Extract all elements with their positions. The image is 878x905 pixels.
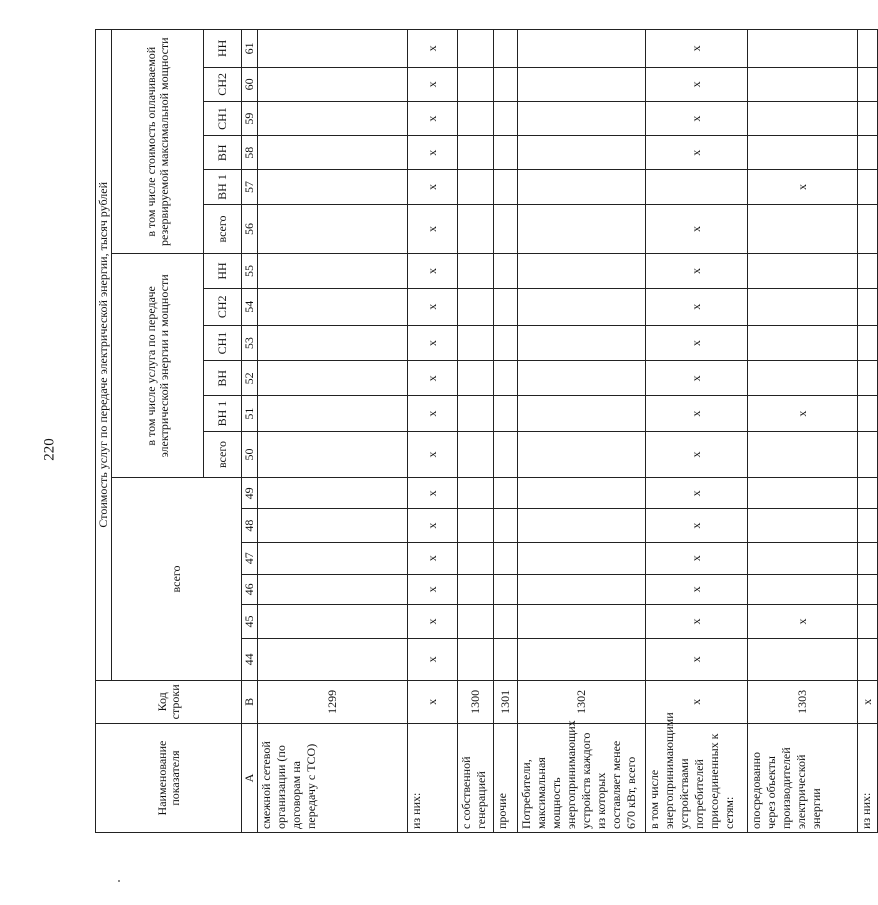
- value-cell: [518, 639, 646, 680]
- value-cell: [458, 574, 494, 604]
- table-row: [258, 30, 408, 833]
- column-number: 61: [242, 30, 258, 68]
- value-cell: [748, 431, 858, 478]
- value-cell: [518, 136, 646, 170]
- subheader-cell: НН: [204, 30, 242, 68]
- subheader-cell: СН1: [204, 325, 242, 360]
- row-name: с собственной генерацией: [458, 724, 494, 833]
- value-cell: [858, 478, 878, 509]
- value-cell: x: [646, 509, 748, 542]
- value-cell: x: [646, 431, 748, 478]
- value-cell: [518, 361, 646, 396]
- row-name: из них:: [408, 724, 458, 833]
- value-cell: x: [408, 101, 458, 135]
- row-code: 1300: [458, 680, 494, 724]
- value-cell: [258, 604, 408, 638]
- value-cell: x: [646, 30, 748, 68]
- value-cell: [258, 254, 408, 288]
- header-main-group: Стоимость услуг по передаче электрической энергии, тысяч рублей: [96, 30, 112, 681]
- value-cell: [518, 604, 646, 638]
- value-cell: [518, 254, 646, 288]
- row-name: Потребители, максимальная мощность энергопринимающих устройств каждого из которых составляет менее 670 кВт, всего: [518, 724, 646, 833]
- subheader-cell: ВН: [204, 361, 242, 396]
- value-cell: [748, 136, 858, 170]
- value-cell: [518, 574, 646, 604]
- value-cell: x: [408, 542, 458, 574]
- value-cell: [748, 288, 858, 325]
- value-cell: [748, 478, 858, 509]
- column-number: 45: [242, 604, 258, 638]
- value-cell: x: [748, 604, 858, 638]
- value-cell: [858, 361, 878, 396]
- value-cell: x: [408, 639, 458, 680]
- header-code: Код строки: [96, 680, 242, 724]
- value-cell: [518, 288, 646, 325]
- value-cell: [458, 170, 494, 204]
- value-cell: x: [408, 254, 458, 288]
- value-cell: [458, 478, 494, 509]
- table-row: [494, 30, 518, 833]
- subheader-cell: ВН 1: [204, 170, 242, 204]
- value-cell: [458, 136, 494, 170]
- value-cell: x: [646, 639, 748, 680]
- value-cell: [258, 542, 408, 574]
- value-cell: x: [408, 204, 458, 254]
- subheader-cell: СН2: [204, 67, 242, 101]
- subheader-cell: всего: [204, 431, 242, 478]
- value-cell: x: [646, 288, 748, 325]
- value-cell: [748, 509, 858, 542]
- value-cell: x: [748, 170, 858, 204]
- value-cell: [748, 325, 858, 360]
- value-cell: [748, 542, 858, 574]
- value-cell: [458, 542, 494, 574]
- column-number: 47: [242, 542, 258, 574]
- value-cell: [494, 30, 518, 68]
- value-cell: [858, 30, 878, 68]
- value-cell: [494, 604, 518, 638]
- value-cell: [858, 254, 878, 288]
- value-cell: x: [408, 509, 458, 542]
- row-code: 1301: [494, 680, 518, 724]
- header-group-energy: в том числе услуга по передаче электрической энергии и мощности: [112, 254, 204, 478]
- row-name: смежной сетевой организации (по договорам на передачу с ТСО): [258, 724, 408, 833]
- value-cell: x: [408, 170, 458, 204]
- value-cell: [518, 478, 646, 509]
- value-cell: [458, 361, 494, 396]
- letter-a: А: [242, 724, 258, 833]
- value-cell: [258, 136, 408, 170]
- value-cell: x: [408, 67, 458, 101]
- value-cell: [494, 478, 518, 509]
- row-code: 1302: [518, 680, 646, 724]
- value-cell: [748, 361, 858, 396]
- value-cell: [494, 639, 518, 680]
- value-cell: x: [408, 574, 458, 604]
- value-cell: x: [646, 254, 748, 288]
- row-name: прочие: [494, 724, 518, 833]
- value-cell: x: [646, 325, 748, 360]
- column-number: 46: [242, 574, 258, 604]
- column-number: 54: [242, 288, 258, 325]
- column-number: 48: [242, 509, 258, 542]
- value-cell: [494, 431, 518, 478]
- value-cell: [748, 254, 858, 288]
- value-cell: [458, 509, 494, 542]
- value-cell: [494, 361, 518, 396]
- table-row: [408, 30, 458, 833]
- value-cell: [258, 361, 408, 396]
- column-number: 44: [242, 639, 258, 680]
- row-code: x: [858, 680, 878, 724]
- value-cell: [748, 30, 858, 68]
- value-cell: x: [408, 431, 458, 478]
- value-cell: [494, 509, 518, 542]
- value-cell: [518, 325, 646, 360]
- value-cell: x: [646, 67, 748, 101]
- row-code: x: [646, 680, 748, 724]
- table-row: [748, 30, 858, 833]
- value-cell: [858, 170, 878, 204]
- scan-speck: [118, 880, 120, 882]
- value-cell: x: [646, 396, 748, 431]
- column-number: 55: [242, 254, 258, 288]
- value-cell: [494, 67, 518, 101]
- header-group-total: всего: [112, 478, 242, 680]
- row-name: опосредованно через объекты производителей электрической энергии: [748, 724, 858, 833]
- header-name: Наименование показателя: [96, 724, 242, 833]
- value-cell: [858, 604, 878, 638]
- value-cell: [518, 30, 646, 68]
- value-cell: x: [408, 396, 458, 431]
- value-cell: x: [646, 604, 748, 638]
- value-cell: [258, 509, 408, 542]
- value-cell: x: [408, 604, 458, 638]
- value-cell: [258, 396, 408, 431]
- value-cell: [458, 30, 494, 68]
- value-cell: x: [646, 101, 748, 135]
- value-cell: [518, 67, 646, 101]
- value-cell: [458, 204, 494, 254]
- value-cell: [458, 101, 494, 135]
- value-cell: [858, 639, 878, 680]
- column-number: 58: [242, 136, 258, 170]
- value-cell: x: [748, 396, 858, 431]
- value-cell: [858, 325, 878, 360]
- table-row: [646, 30, 748, 833]
- value-cell: [518, 542, 646, 574]
- value-cell: [858, 67, 878, 101]
- column-number: 57: [242, 170, 258, 204]
- value-cell: [748, 204, 858, 254]
- value-cell: [458, 288, 494, 325]
- page-number: 220: [41, 438, 58, 461]
- table-row: [458, 30, 494, 833]
- value-cell: [858, 136, 878, 170]
- value-cell: [258, 288, 408, 325]
- header-group-reserved: в том числе стоимость оплачиваемой резервируемой максимальной мощности: [112, 30, 204, 254]
- row-name: в том числе энергопринимающими устройствами потребителей присоединенных к сетям:: [646, 724, 748, 833]
- value-cell: [858, 204, 878, 254]
- value-cell: [494, 574, 518, 604]
- data-table: [95, 29, 878, 833]
- subheader-cell: ВН 1: [204, 396, 242, 431]
- value-cell: [518, 509, 646, 542]
- subheader-cell: НН: [204, 254, 242, 288]
- value-cell: [494, 396, 518, 431]
- value-cell: x: [646, 542, 748, 574]
- value-cell: x: [646, 478, 748, 509]
- column-number: 59: [242, 101, 258, 135]
- letter-b: В: [242, 680, 258, 724]
- value-cell: [518, 396, 646, 431]
- row-code: 1299: [258, 680, 408, 724]
- value-cell: [858, 288, 878, 325]
- value-cell: [858, 542, 878, 574]
- value-cell: [458, 604, 494, 638]
- value-cell: [858, 431, 878, 478]
- row-code: 1303: [748, 680, 858, 724]
- value-cell: [748, 67, 858, 101]
- column-number: 56: [242, 204, 258, 254]
- value-cell: [258, 325, 408, 360]
- value-cell: [518, 431, 646, 478]
- value-cell: [858, 509, 878, 542]
- subheader-cell: всего: [204, 204, 242, 254]
- value-cell: [748, 639, 858, 680]
- value-cell: x: [408, 325, 458, 360]
- value-cell: [494, 325, 518, 360]
- value-cell: [748, 574, 858, 604]
- row-name: из них:: [858, 724, 878, 833]
- column-number: 60: [242, 67, 258, 101]
- value-cell: x: [408, 30, 458, 68]
- value-cell: x: [646, 204, 748, 254]
- subheader-cell: ВН: [204, 136, 242, 170]
- value-cell: [258, 478, 408, 509]
- subheader-cell: СН2: [204, 288, 242, 325]
- value-cell: [858, 396, 878, 431]
- value-cell: [518, 204, 646, 254]
- row-code: x: [408, 680, 458, 724]
- value-cell: [258, 431, 408, 478]
- column-number: 53: [242, 325, 258, 360]
- value-cell: [494, 136, 518, 170]
- value-cell: [494, 204, 518, 254]
- value-cell: [458, 254, 494, 288]
- table-row: [518, 30, 646, 833]
- value-cell: x: [646, 361, 748, 396]
- value-cell: [494, 288, 518, 325]
- value-cell: [858, 574, 878, 604]
- value-cell: [258, 639, 408, 680]
- table-row: [858, 30, 878, 833]
- value-cell: [258, 170, 408, 204]
- value-cell: [258, 204, 408, 254]
- value-cell: x: [408, 136, 458, 170]
- value-cell: [494, 170, 518, 204]
- column-number: 52: [242, 361, 258, 396]
- value-cell: [458, 325, 494, 360]
- rotated-table-container: [95, 29, 874, 833]
- value-cell: x: [408, 361, 458, 396]
- value-cell: [518, 170, 646, 204]
- value-cell: [258, 67, 408, 101]
- value-cell: [494, 101, 518, 135]
- value-cell: [258, 574, 408, 604]
- column-number: 49: [242, 478, 258, 509]
- value-cell: [458, 431, 494, 478]
- value-cell: x: [646, 136, 748, 170]
- value-cell: [258, 101, 408, 135]
- value-cell: [518, 101, 646, 135]
- value-cell: [858, 101, 878, 135]
- value-cell: [494, 254, 518, 288]
- value-cell: [646, 170, 748, 204]
- value-cell: x: [646, 574, 748, 604]
- value-cell: [258, 30, 408, 68]
- column-number: 50: [242, 431, 258, 478]
- value-cell: [458, 67, 494, 101]
- column-number: 51: [242, 396, 258, 431]
- value-cell: x: [408, 478, 458, 509]
- value-cell: [458, 639, 494, 680]
- value-cell: [494, 542, 518, 574]
- value-cell: [748, 101, 858, 135]
- value-cell: x: [408, 288, 458, 325]
- subheader-cell: СН1: [204, 101, 242, 135]
- value-cell: [458, 396, 494, 431]
